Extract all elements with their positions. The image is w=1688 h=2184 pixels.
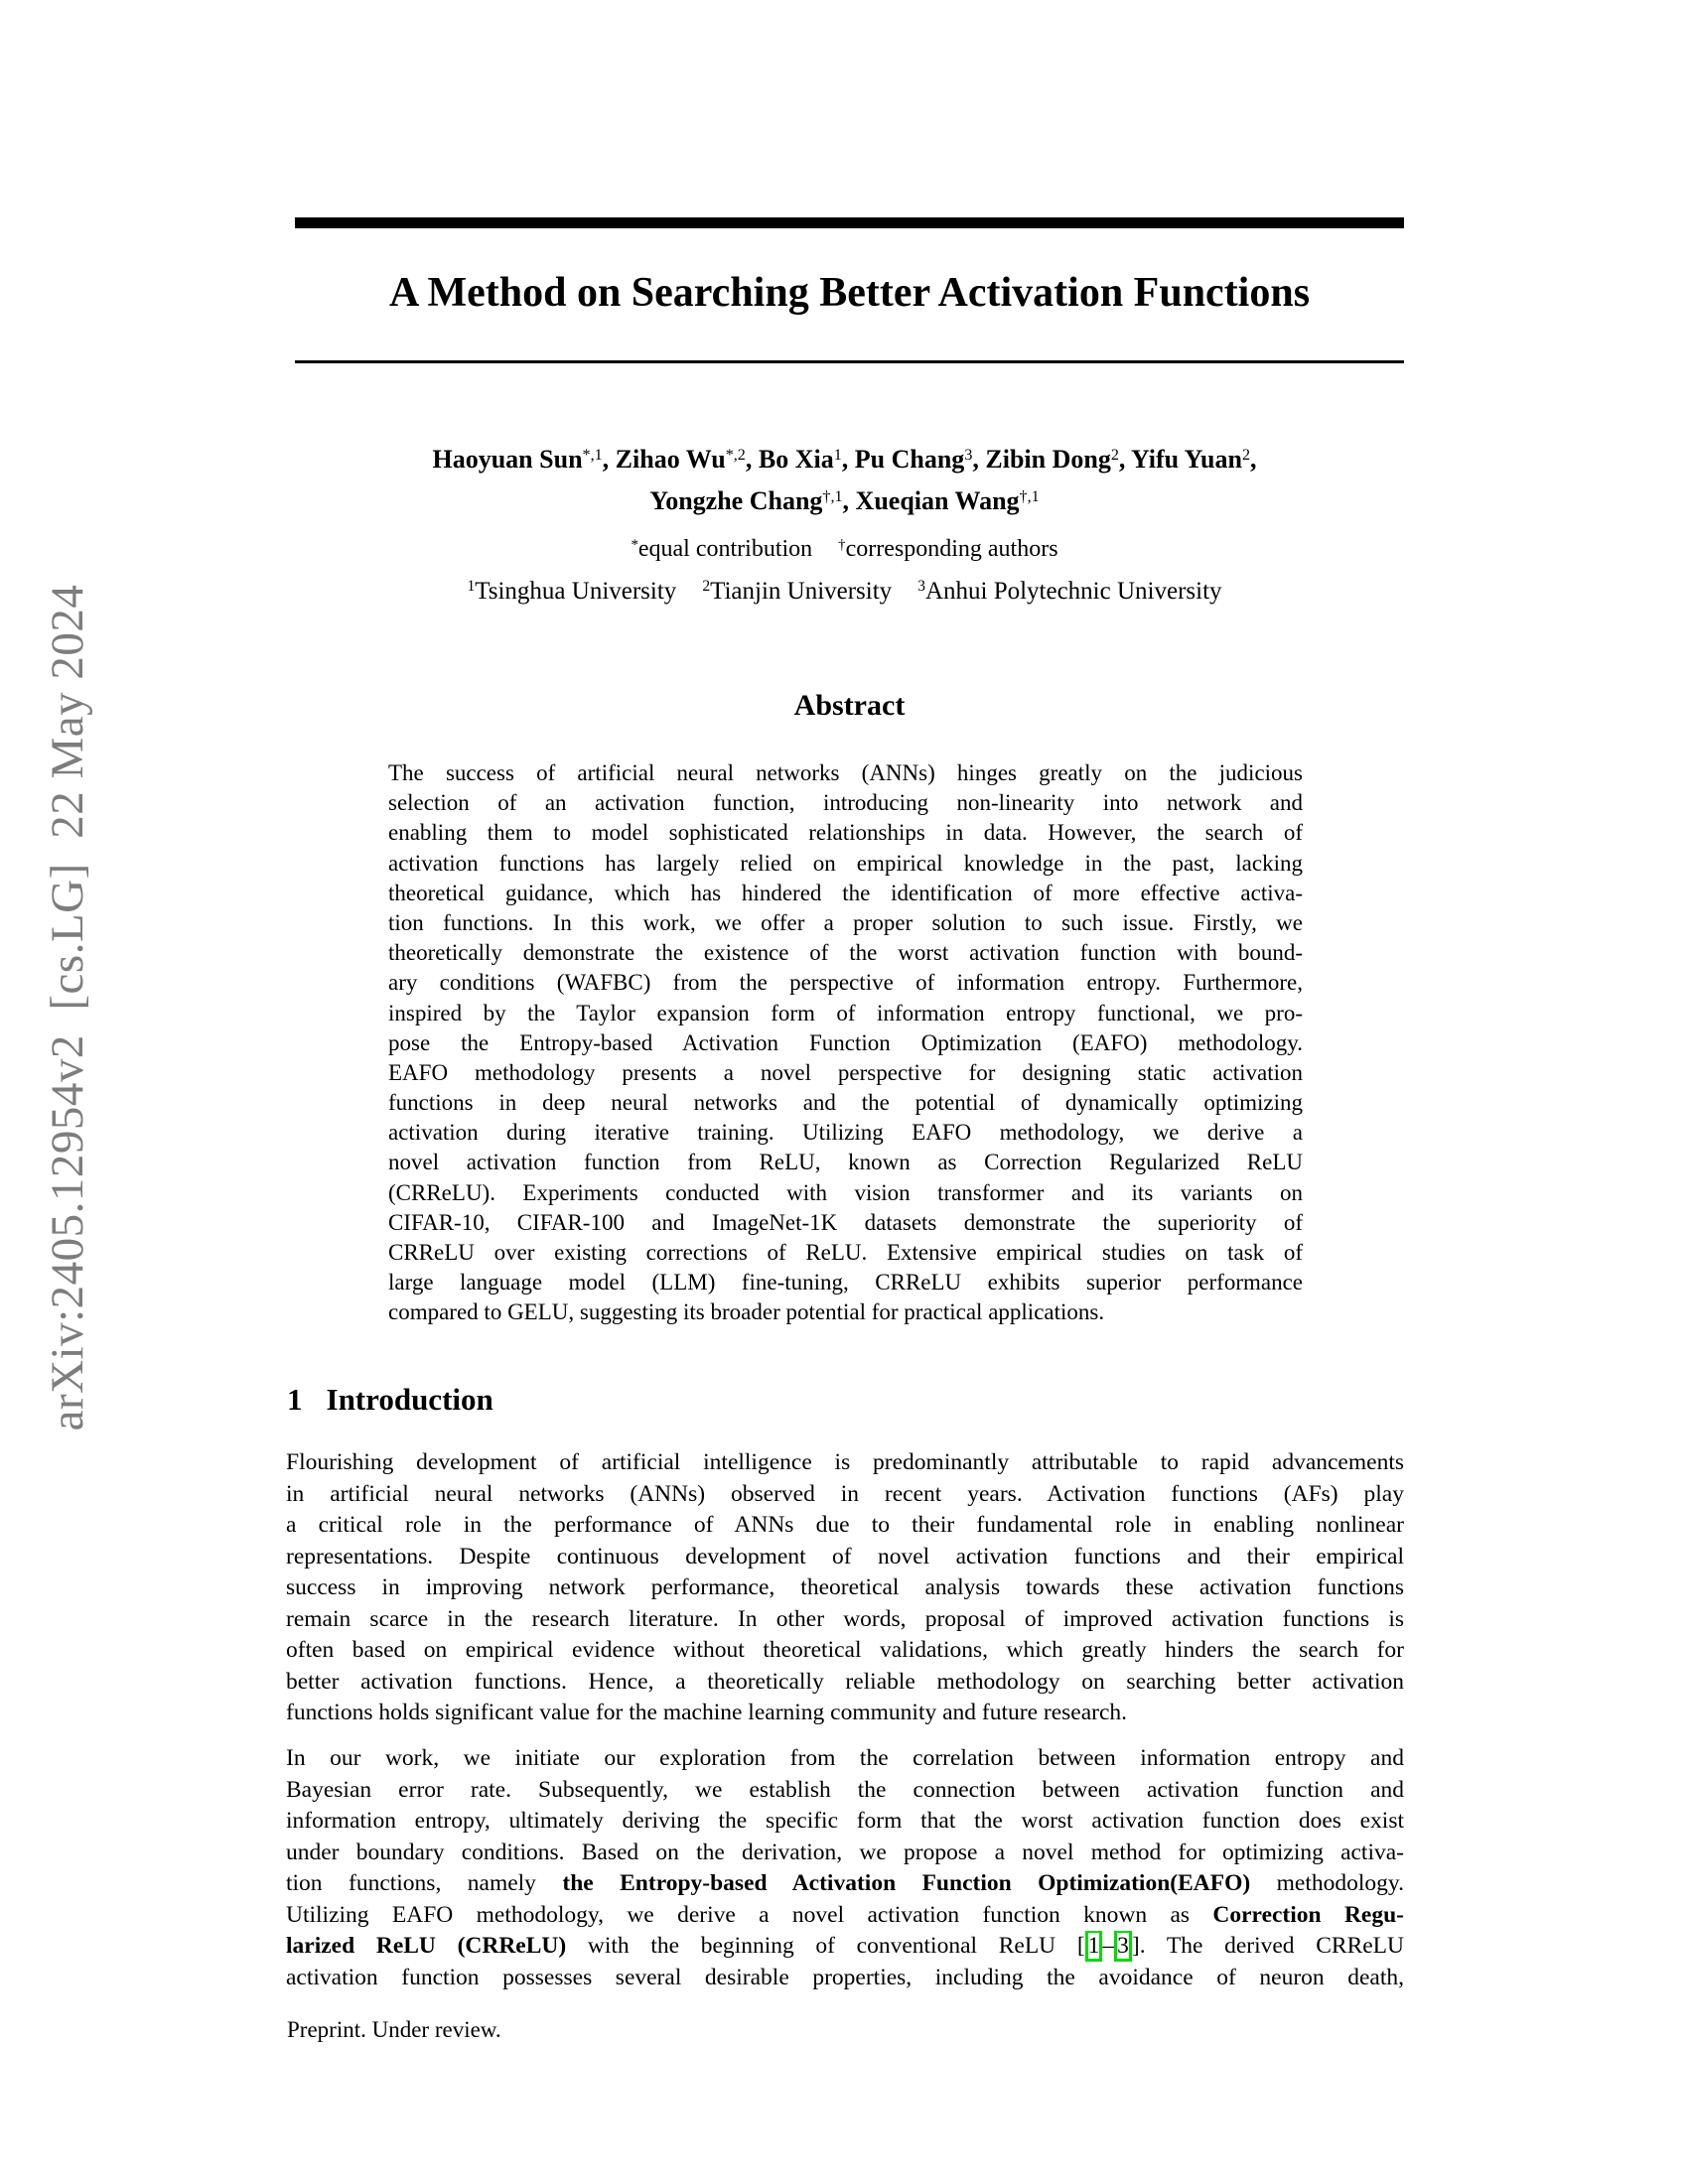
text-line: ary conditions (WAFBC) from the perspective of information entropy. Furthermore, (388, 970, 1303, 996)
text-line: theoretically demonstrate the existence of the worst activation function with bound- (388, 940, 1303, 966)
superscript: 3 (964, 446, 973, 464)
text-line: a critical role in the performance of ANNs due to their fundamental role in enabling nonlinear (286, 1512, 1404, 1538)
text-line: functions in deep neural networks and the potential of dynamically optimizing (388, 1090, 1303, 1116)
title-rule-top (295, 217, 1404, 228)
text-line: representations. Despite continuous development of novel activation functions and their empirical (286, 1543, 1404, 1570)
text-line: remain scarce in the research literature. In other words, proposal of improved activation functions is (286, 1605, 1404, 1632)
text-segment: Correction Regu- (1212, 1901, 1404, 1928)
superscript: 3 (917, 578, 925, 596)
text-line: pose the Entropy-based Activation Function Optimization (EAFO) methodology. (388, 1029, 1303, 1055)
text-segment: , (745, 445, 759, 474)
citation-link[interactable]: 1 (1087, 1933, 1100, 1959)
text-line: CIFAR-10, CIFAR-100 and ImageNet-1K datasets demonstrate the superiority of (388, 1209, 1303, 1235)
text-line: The success of artificial neural networks (ANNs) hinges greatly on the judicious (388, 760, 1303, 785)
superscript: 2 (1241, 446, 1250, 464)
text-line: CRReLU over existing corrections of ReLU. Extensive empirical studies on task of (388, 1240, 1303, 1265)
author-line-1 (285, 441, 1404, 482)
text-line: theoretical guidance, which has hindered the identification of more effective activa- (388, 880, 1303, 905)
author-line-2 (285, 482, 1404, 524)
text-line: selection of an activation function, introducing non-linearity into network and (388, 790, 1303, 816)
text-line: better activation functions. Hence, a theoretically reliable methodology on searching better activation (286, 1668, 1404, 1695)
superscript: 1 (833, 446, 842, 464)
text-line: compared to GELU, suggesting its broader potential for practical applications. (388, 1299, 1105, 1325)
text-segment: Yifu Yuan (1130, 445, 1242, 474)
text-segment: Zibin Dong (985, 445, 1111, 474)
text-segment: with the beginning of conventional ReLU [ (566, 1933, 1085, 1959)
text-segment: Haoyuan Sun (432, 445, 583, 474)
text-line: in artificial neural networks (ANNs) observed in recent years. Activation functions (AFs) play (286, 1480, 1404, 1507)
text-segment: Utilizing EAFO methodology, we derive a novel activation function known as (286, 1901, 1213, 1928)
text-segment: , (602, 445, 616, 474)
text-segment: , (1118, 445, 1131, 474)
text-line: inspired by the Taylor expansion form of information entropy functional, we pro- (388, 1000, 1303, 1025)
superscript: * (631, 536, 638, 553)
text-line (286, 1931, 1404, 1963)
superscript: 2 (702, 578, 711, 596)
text-segment: the Entropy-based Activation Function Optimization(EAFO) (562, 1870, 1251, 1896)
text-line: information entropy, ultimately deriving the specific form that the worst activation function does exist (286, 1808, 1404, 1834)
text-segment: corresponding authors (845, 536, 1058, 562)
text-line: large language model (LLM) fine-tuning, CRReLU exhibits superior performance (388, 1270, 1303, 1296)
text-line: In our work, we initiate our exploration from the correlation between information entropy and (286, 1745, 1404, 1771)
superscript: †,1 (822, 487, 843, 505)
text-segment: ]. The derived CRReLU (1131, 1933, 1404, 1959)
text-segment: Anhui Polytechnic University (924, 578, 1222, 605)
superscript: 1 (467, 578, 476, 596)
text-segment: , (841, 445, 855, 474)
text-segment: larized ReLU (CRReLU) (286, 1933, 567, 1959)
text-segment: Bo Xia (758, 445, 834, 474)
text-line (286, 1868, 1404, 1900)
abstract-text (388, 758, 1303, 1328)
text-segment: tion functions, namely (286, 1870, 563, 1896)
text-segment: Tianjin University (710, 578, 893, 605)
text-line: EAFO methodology presents a novel perspective for designing static activation (388, 1059, 1303, 1085)
text-line: activation functions has largely relied on empirical knowledge in the past, lacking (388, 850, 1303, 876)
superscript: 2 (1110, 446, 1119, 464)
text-segment: – (1102, 1933, 1115, 1959)
text-line: functions holds significant value for the machine learning community and future research. (286, 1700, 1128, 1725)
text-line: Bayesian error rate. Subsequently, we establish the connection between activation function and (286, 1776, 1404, 1803)
text-line: novel activation function from ReLU, known as Correction Regularized ReLU (388, 1150, 1303, 1175)
text-segment: Yongzhe Chang (649, 486, 823, 515)
text-line: tion functions. In this work, we offer a proper solution to such issue. Firstly, we (388, 909, 1303, 935)
author-notes (285, 534, 1404, 567)
text-segment: Tsinghua University (475, 578, 677, 605)
citation-link[interactable]: 3 (1117, 1933, 1129, 1959)
abstract-heading: Abstract (793, 689, 906, 722)
authors-block (285, 441, 1404, 610)
intro-paragraph-2 (286, 1743, 1404, 1993)
text-segment: Xueqian Wang (855, 486, 1020, 515)
text-line: (CRReLU). Experiments conducted with vision transformer and its variants on (388, 1179, 1303, 1205)
text-line: activation during iterative training. Utilizing EAFO methodology, we derive a (388, 1120, 1303, 1146)
text-segment: , (842, 486, 856, 515)
text-segment: Introduction (326, 1382, 493, 1417)
paper-title: A Method on Searching Better Activation Functions (388, 270, 1311, 316)
intro-paragraph-1 (286, 1447, 1404, 1729)
superscript: *,2 (725, 446, 746, 464)
text-line (286, 1900, 1404, 1932)
title-rule-bottom (295, 360, 1404, 363)
text-segment: 1 (287, 1382, 303, 1417)
text-line: enabling them to model sophisticated relationships in data. However, the search of (388, 820, 1303, 846)
text-line: activation function possesses several desirable properties, including the avoidance of neuron death, (286, 1964, 1404, 1990)
text-segment: Pu Chang (854, 445, 965, 474)
text-segment: methodology. (1250, 1870, 1404, 1896)
text-line: success in improving network performance, theoretical analysis towards these activation functions (286, 1574, 1404, 1600)
text-segment: equal contribution (637, 536, 813, 562)
superscript: *,1 (582, 446, 603, 464)
text-line: under boundary conditions. Based on the derivation, we propose a novel method for optimizing activa- (286, 1839, 1404, 1865)
text-line: Flourishing development of artificial intelligence is predominantly attributable to rapid advancements (286, 1449, 1404, 1475)
superscript: † (838, 536, 846, 553)
arxiv-watermark: arXiv:2405.12954v2 [cs.LG] 22 May 2024 (42, 584, 93, 1432)
section-heading-introduction (287, 1382, 1405, 1418)
text-line: often based on empirical evidence without theoretical validations, which greatly hinders the search for (286, 1637, 1404, 1663)
text-segment: , (972, 445, 986, 474)
page-footer: Preprint. Under review. (287, 2017, 501, 2042)
text-segment: Zihao Wu (615, 445, 726, 474)
author-affiliations (285, 577, 1404, 610)
superscript: †,1 (1019, 487, 1040, 505)
text-segment: , (1250, 445, 1257, 474)
